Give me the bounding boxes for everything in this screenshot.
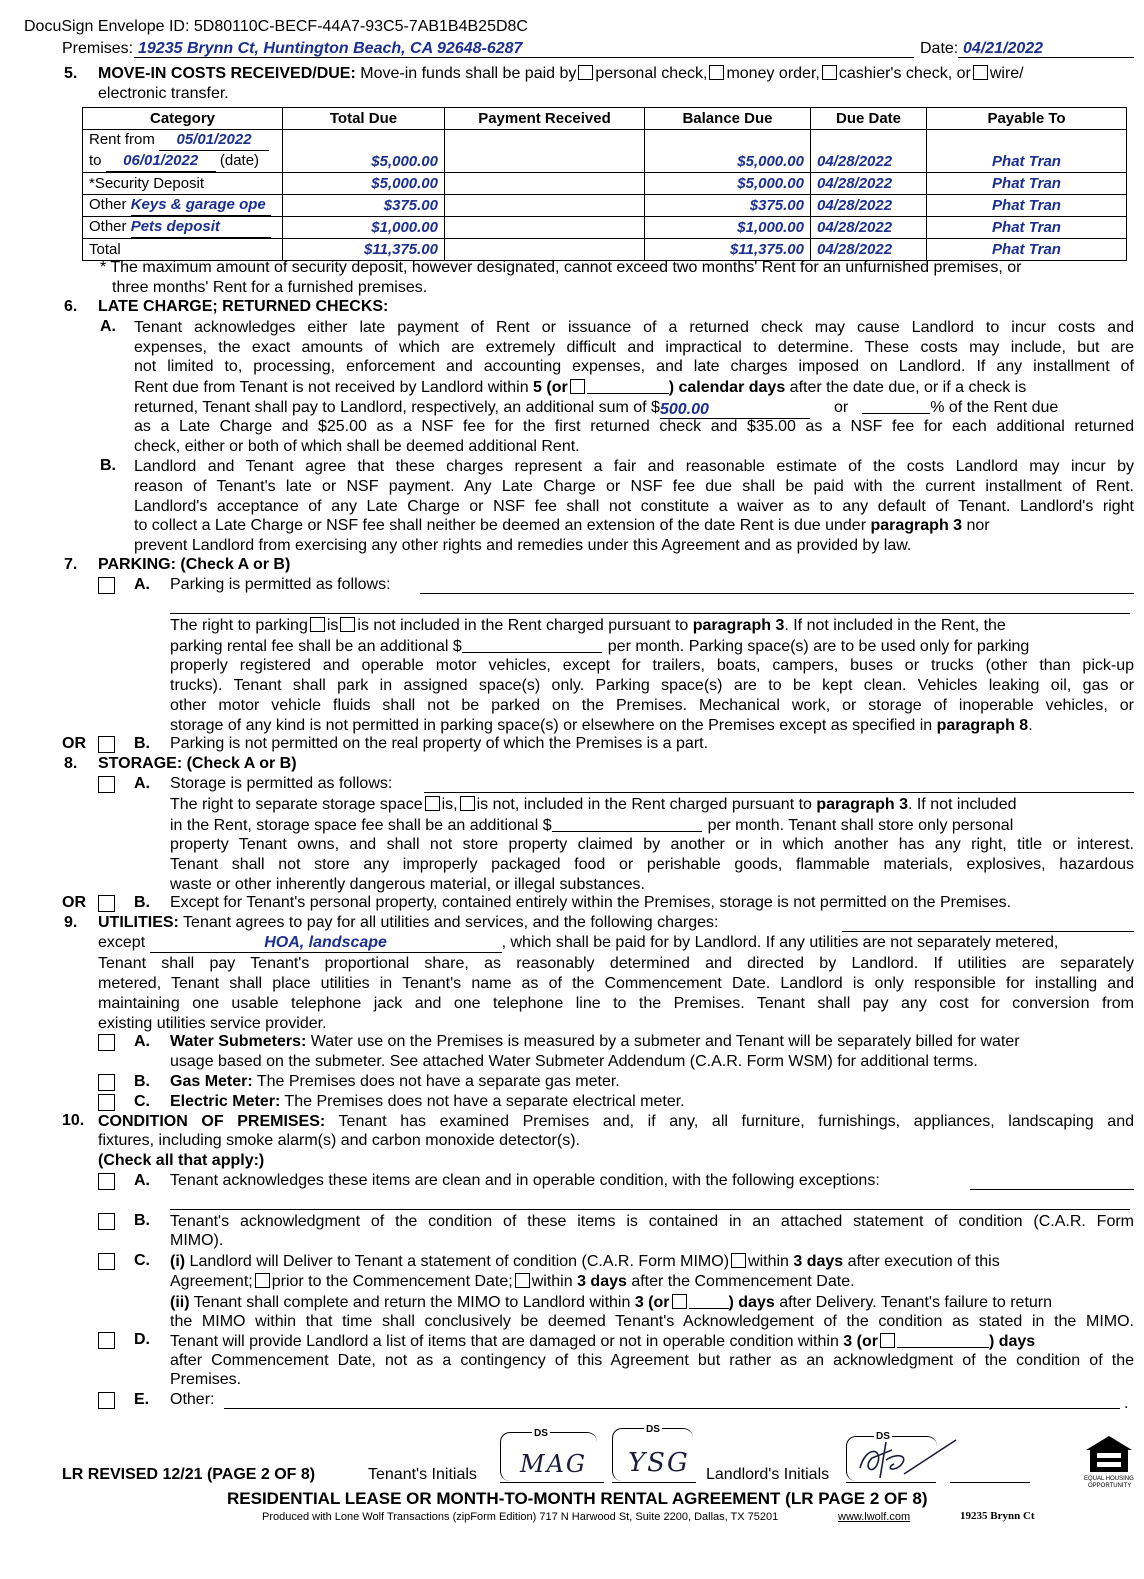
late-charge-amount[interactable]: 500.00: [660, 400, 810, 419]
s8-or: OR: [62, 894, 86, 911]
s7-p6-post: .: [1028, 717, 1033, 734]
s7-p6-pre: storage of any kind is not permitted in parking space(s) or elsewhere on the Premises except as specified in: [170, 717, 937, 734]
table-row: [83, 217, 1127, 239]
s9-a-text: Water use on the Premises is measured by a submeter and Tenant will be separately billed for water: [306, 1033, 1020, 1050]
s10-c-l3-post: after Delivery. Tenant's failure to return: [774, 1294, 1053, 1311]
other2-due-date[interactable]: 04/28/2022: [811, 217, 927, 239]
s6-a-line4-pre: Rent due from Tenant is not received by Landlord within: [134, 379, 534, 396]
s7-b-label: B.: [134, 735, 150, 752]
total-payment-received[interactable]: [445, 239, 645, 261]
money-order-label: money order,: [726, 65, 820, 82]
storage-a-checkbox[interactable]: [98, 776, 115, 793]
s6-b-line4: [134, 516, 990, 536]
late-days-checkbox[interactable]: [570, 379, 585, 394]
s9-line6: existing utilities service provider.: [98, 1015, 327, 1032]
s9-b-label: B.: [134, 1073, 150, 1090]
c-i-label: (i): [170, 1253, 186, 1270]
wire-transfer-checkbox[interactable]: [973, 65, 988, 80]
s8-a-label: A.: [134, 775, 150, 792]
s10-line1: [98, 1112, 1134, 1132]
table-row: [83, 151, 1127, 173]
mimo-prior-commencement-checkbox[interactable]: [255, 1273, 270, 1288]
s7-p1: [170, 616, 1006, 636]
ds-label-2: DS: [646, 1424, 660, 1435]
other1-balance-due[interactable]: $375.00: [645, 195, 811, 217]
s9-a-line1: [170, 1033, 1020, 1051]
rent-to-label: to: [89, 152, 102, 169]
tenant-initial-line-2: [612, 1482, 696, 1483]
s7-a-label: A.: [134, 576, 150, 593]
security-deposit-label: *Security Deposit: [83, 173, 283, 195]
date-underline: [958, 57, 1134, 58]
water-submeter-checkbox[interactable]: [98, 1034, 115, 1051]
table-cell: [811, 130, 927, 152]
date-label: Date:: [920, 40, 959, 57]
landlord-initial-line-2: [950, 1482, 1030, 1483]
form-title: RESIDENTIAL LEASE OR MONTH-TO-MONTH RENTAL AGREEMENT (LR PAGE 2 OF 8): [227, 1489, 928, 1508]
storage-is-not-checkbox[interactable]: [460, 796, 475, 811]
rent-to-suffix: (date): [219, 152, 260, 169]
s10-c-line3: [170, 1292, 1052, 1313]
s6-a-label: A.: [100, 318, 116, 335]
s6-a-line5-pre: returned, Tenant shall pay to Landlord, respectively, an additional sum of $: [134, 399, 660, 416]
s10-c-line4: the MIMO within that time shall conclusively be deemed Tenant's Acknowledgement of the condition as stated in the MIMO.: [170, 1313, 1134, 1330]
s10-c-l1-opt: within: [748, 1253, 794, 1270]
s7-p1-pre: The right to parking: [170, 617, 308, 634]
condition-exceptions-field-2[interactable]: [170, 1209, 1130, 1210]
total-payable-to[interactable]: Phat Tran: [927, 239, 1127, 261]
s9-b-line: [170, 1073, 620, 1091]
other1-total-due[interactable]: $375.00: [283, 195, 445, 217]
s6-title: LATE CHARGE; RETURNED CHECKS:: [98, 298, 389, 315]
ds-label-1: DS: [534, 1428, 548, 1439]
s5-note1: * The maximum amount of security deposit, however designated, cannot exceed two months' Rent for an unfurnished premises, or: [100, 259, 1022, 276]
s8-paragraph-ref: paragraph 3: [816, 796, 908, 813]
s10-c-label: C.: [134, 1252, 150, 1269]
s5-title: MOVE-IN COSTS RECEIVED/DUE:: [98, 65, 356, 82]
col-payable-to: Payable To: [927, 108, 1127, 130]
rent-from-value[interactable]: 05/01/2022: [159, 130, 269, 151]
s7-p4: trucks). Tenant shall park in assigned space(s) only. Parking space(s) are to be kept clean. Vehicles leaking oil, gas or: [170, 677, 1134, 694]
s9-title: UTILITIES:: [98, 914, 179, 931]
security-due-date[interactable]: 04/28/2022: [811, 173, 927, 195]
parking-is-not-checkbox[interactable]: [340, 617, 355, 632]
other2-total-due[interactable]: $1,000.00: [283, 217, 445, 239]
other2-payable-to[interactable]: Phat Tran: [927, 217, 1127, 239]
s6-a-line6: as a Late Charge and $25.00 as a NSF fee for the first returned check and $35.00 as a NSF fee for each additional returned: [134, 418, 1134, 435]
s7-p1-mid: is not included in the Rent charged pursuant to: [357, 617, 693, 634]
parking-fee-field[interactable]: [462, 636, 602, 653]
mimo-return-days-field[interactable]: [689, 1292, 729, 1309]
utilities-except-value[interactable]: HOA, landscape: [150, 934, 502, 953]
water-submeter-title: Water Submeters:: [170, 1033, 307, 1050]
cashiers-check-label: cashier's check, or: [838, 65, 971, 82]
damage-list-days-checkbox[interactable]: [880, 1333, 895, 1348]
s9-a-label: A.: [134, 1033, 150, 1050]
table-cell: [445, 130, 645, 152]
tenant-initial-2: YSG: [628, 1448, 690, 1478]
s9-line5: maintaining one usable telephone jack and one telephone line to the Premises. Tenant shall pay any cost for conversion from: [98, 995, 1134, 1012]
s6-a-line2: expenses, the exact amounts of which are extremely difficult and impractical to determine. These costs may include, but are: [134, 339, 1134, 356]
s9-line2-post: , which shall be paid for by Landlord. If any utilities are not separately metered,: [501, 934, 1059, 951]
s7-paragraph-ref: paragraph 3: [692, 617, 785, 634]
other2-payment-received[interactable]: [445, 217, 645, 239]
parking-a-checkbox[interactable]: [98, 577, 115, 594]
s8-p1-pre: The right to separate storage space: [170, 796, 423, 813]
s10-c-l1-post: after execution of this: [843, 1253, 1000, 1270]
col-balance-due: Balance Due: [645, 108, 811, 130]
parking-terms-field-2[interactable]: [170, 613, 1130, 614]
table-cell: [283, 130, 445, 152]
ds-label-3: DS: [876, 1431, 890, 1442]
table-row: [83, 195, 1127, 217]
condition-d-checkbox[interactable]: [98, 1332, 115, 1349]
gas-meter-checkbox[interactable]: [98, 1074, 115, 1091]
col-payment-received: Payment Received: [445, 108, 645, 130]
mimo-within-execution-checkbox[interactable]: [731, 1253, 746, 1268]
s8-p1-post: . If not included: [907, 796, 1017, 813]
s8-p1: [170, 795, 1016, 815]
s7-p2-pre: parking rental fee shall be an additional $: [170, 638, 462, 655]
other1-due-date[interactable]: 04/28/2022: [811, 195, 927, 217]
storage-fee-field[interactable]: [552, 815, 702, 832]
s6-number: 6.: [64, 298, 78, 315]
s7-or: OR: [62, 735, 86, 752]
col-due-date: Due Date: [811, 108, 927, 130]
revision-label: LR REVISED 12/21 (PAGE 2 OF 8): [62, 1466, 316, 1483]
s10-c-l2-opt2: within: [531, 1273, 578, 1290]
move-in-costs-table: [82, 107, 1127, 261]
storage-is-checkbox[interactable]: [425, 796, 440, 811]
other2-value[interactable]: Pets deposit: [131, 217, 271, 238]
s8-p4: Tenant shall not store any improperly packaged food or perishable goods, flammable materials, explosives, hazardous: [170, 856, 1134, 873]
s10-line1-text: Tenant has examined Premises and, if any, all furniture, furnishings, appliances, landscaping and: [325, 1113, 1134, 1130]
s10-a-text: Tenant acknowledges these items are clean and in operable condition, with the following exceptions:: [170, 1172, 880, 1189]
security-payment-received[interactable]: [445, 173, 645, 195]
s9-c-text: The Premises does not have a separate electrical meter.: [280, 1093, 685, 1110]
storage-is-label: is,: [441, 796, 458, 813]
table-cell: [927, 130, 1127, 152]
s10-d-line1: [170, 1331, 1035, 1352]
s10-b-text: Tenant's acknowledgment of the condition of these items is contained in an attached statement of condition (C.A.R. Form: [170, 1213, 1134, 1230]
s6-b-line4-post: nor: [962, 517, 990, 534]
s6-b-line1: Landlord and Tenant agree that these charges represent a fair and reasonable estimate of the costs Landlord may incur by: [134, 458, 1134, 475]
date-value[interactable]: 04/21/2022: [963, 40, 1044, 57]
s7-p1-post: . If not included in the Rent, the: [784, 617, 1006, 634]
s6-b-line2: reason of Tenant's late or NSF payment. Any Late Charge or NSF fee due shall be paid with the current installment of Rent.: [134, 478, 1134, 495]
total-label: Total: [83, 239, 283, 261]
other2-label: Other: [89, 218, 127, 235]
s8-p2-pre: in the Rent, storage space fee shall be an additional $: [170, 817, 552, 834]
s9-line2: [98, 934, 1058, 953]
table-cell: [645, 130, 811, 152]
s10-c-l3-days: 3 (or: [634, 1294, 670, 1311]
premises-underline: [134, 57, 914, 58]
condition-other-dot: .: [1124, 1395, 1129, 1412]
s7-p5: other motor vehicle fluids shall not be parked on the Premises. Mechanical work, or storage of inoperable vehicles, or: [170, 697, 1134, 714]
parking-is-label: is: [326, 617, 339, 634]
premises-value[interactable]: 19235 Brynn Ct, Huntington Beach, CA 92648-6287: [138, 40, 523, 57]
other1-payment-received[interactable]: [445, 195, 645, 217]
s10-c-l2-days: 3 days: [577, 1273, 627, 1290]
equal-housing-text-2: OPPORTUNITY: [1088, 1483, 1132, 1489]
s6-a-line4-post: after the date due, or if a check is: [785, 379, 1027, 396]
s9-number: 9.: [64, 914, 78, 931]
property-footer: 19235 Brynn Ct: [960, 1510, 1035, 1522]
s7-paragraph8-ref: paragraph 8: [936, 717, 1029, 734]
s5-line2: electronic transfer.: [98, 85, 229, 102]
s10-number: 10.: [62, 1112, 85, 1129]
s10-d-label: D.: [134, 1331, 150, 1348]
rent-due-date[interactable]: 04/28/2022: [811, 151, 927, 173]
personal-check-checkbox[interactable]: [578, 65, 593, 80]
wire-transfer-label: wire/: [989, 65, 1024, 82]
s7-number: 7.: [64, 556, 78, 573]
rent-payment-received[interactable]: [445, 151, 645, 173]
tenant-initials-label: Tenant's Initials: [368, 1466, 477, 1483]
s6-a-line3: not limited to, processing, enforcement and accounting expenses, and late charges imposed on Landlord. If any installment of: [134, 358, 1134, 375]
s5-number: 5.: [64, 65, 78, 82]
s8-p1-mid: is not, included in the Rent charged pursuant to: [476, 796, 817, 813]
s10-d-line2: after Commencement Date, not as a contingency of this Agreement but rather as an acknowledgment of the condition of the: [170, 1352, 1134, 1369]
tenant-initial-line-1: [500, 1482, 604, 1483]
s10-c-l2-pre: Agreement;: [170, 1273, 253, 1290]
parking-is-checkbox[interactable]: [310, 617, 325, 632]
s10-c-l3-close: ) days: [728, 1294, 775, 1311]
security-total-due[interactable]: $5,000.00: [283, 173, 445, 195]
s7-p6: [170, 716, 1033, 736]
total-balance-due[interactable]: $11,375.00: [645, 239, 811, 261]
s6-or: or: [833, 399, 849, 416]
s10-title: CONDITION OF PREMISES:: [98, 1113, 326, 1130]
s7-p3: properly registered and operable motor vehicles, except for trailers, boats, campers, buses or trucks (other than pick-up: [170, 657, 1134, 674]
s7-a-text: Parking is permitted as follows:: [170, 576, 391, 593]
s10-e-label: E.: [134, 1391, 150, 1408]
s6-b-paragraph-ref: paragraph 3: [870, 517, 963, 534]
equal-housing-text-1: EQUAL HOUSING: [1084, 1476, 1134, 1482]
s6-b-label: B.: [100, 457, 116, 474]
s8-p5: waste or other inherently dangerous material, or illegal substances.: [170, 876, 645, 893]
s6-a-line4: [134, 377, 1026, 398]
s9-a-line2: usage based on the submeter. See attached Water Submeter Addendum (C.A.R. Form WSM) for additional terms.: [170, 1053, 978, 1070]
parking-b-checkbox[interactable]: [98, 736, 115, 753]
s6-a-line5: [134, 397, 1058, 419]
produced-by: Produced with Lone Wolf Transactions (zipForm Edition) 717 N Harwood St, Suite 2200, Dallas, TX 75201: [262, 1511, 779, 1523]
condition-a-checkbox[interactable]: [98, 1173, 115, 1190]
other1-cell: [83, 195, 283, 217]
s10-d-line3: Premises.: [170, 1371, 242, 1388]
damage-list-days-field[interactable]: [897, 1331, 989, 1348]
condition-b-checkbox[interactable]: [98, 1213, 115, 1230]
s8-p2-post: per month. Tenant shall store only personal: [707, 817, 1014, 834]
premises-label: Premises:: [62, 40, 134, 57]
s10-c-l1-days: 3 days: [793, 1253, 844, 1270]
parking-terms-field-1[interactable]: [420, 593, 1134, 594]
rent-from-label: Rent from: [89, 131, 155, 148]
table-row: [83, 173, 1127, 195]
s6-a-line1: Tenant acknowledges either late payment of Rent or issuance of a returned check may cause Landlord to incur costs and: [134, 319, 1134, 336]
other2-balance-due[interactable]: $1,000.00: [645, 217, 811, 239]
c-ii-label: (ii): [170, 1294, 190, 1311]
s8-p3: property Tenant owns, and shall not store property claimed by another or in which another has any right, title or interest.: [170, 836, 1134, 853]
s9-line3: Tenant shall pay Tenant's proportional share, as reasonably determined and directed by Landlord. If utilities are separately: [98, 955, 1134, 972]
col-total-due: Total Due: [283, 108, 445, 130]
s8-title: STORAGE: (Check A or B): [98, 755, 297, 772]
total-due-date[interactable]: 04/28/2022: [811, 239, 927, 261]
s9-line1: [98, 914, 718, 932]
s6-a-line5-post: % of the Rent due: [930, 399, 1059, 416]
security-payable-to[interactable]: Phat Tran: [927, 173, 1127, 195]
s10-c-l1-text: Landlord will Deliver to Tenant a statement of condition (C.A.R. Form MIMO): [185, 1253, 730, 1270]
gas-meter-title: Gas Meter:: [170, 1073, 253, 1090]
rent-payable-to[interactable]: Phat Tran: [927, 151, 1127, 173]
s10-d-close: ) days: [988, 1333, 1036, 1350]
s9-line4: metered, Tenant shall place utilities in Tenant's name as of the Commencement Date. Landlord is only responsible for installing and: [98, 975, 1134, 992]
condition-other-field[interactable]: [224, 1408, 1120, 1409]
table-row: [83, 130, 1127, 152]
s10-b-label: B.: [134, 1212, 150, 1229]
s9-c-line: [170, 1093, 685, 1111]
other2-cell: [83, 217, 283, 239]
s6-a-line7: check, either or both of which shall be deemed additional Rent.: [134, 438, 580, 455]
electric-meter-title: Electric Meter:: [170, 1093, 281, 1110]
s7-p2: [170, 636, 1029, 657]
s10-c-l2-post: after the Commencement Date.: [626, 1273, 855, 1290]
s10-b-line2: MIMO).: [170, 1232, 224, 1249]
s10-a-label: A.: [134, 1172, 150, 1189]
rent-to-cell: [83, 151, 283, 173]
s6-b-line3: Landlord's acceptance of any Late Charge or NSF fee shall not constitute a waiver as to any default of Tenant. Landlord's right: [134, 498, 1134, 515]
lwolf-link[interactable]: www.lwolf.com: [838, 1511, 911, 1523]
money-order-checkbox[interactable]: [709, 65, 724, 80]
rent-to-value[interactable]: 06/01/2022: [106, 151, 216, 172]
storage-b-checkbox[interactable]: [98, 895, 115, 912]
security-balance-due[interactable]: $5,000.00: [645, 173, 811, 195]
condition-exceptions-field-1[interactable]: [970, 1189, 1134, 1190]
cashiers-check-checkbox[interactable]: [822, 65, 837, 80]
landlord-initial-line: [846, 1482, 936, 1483]
s10-c-l3-text: Tenant shall complete and return the MIMO to Landlord within: [189, 1294, 635, 1311]
late-days-default: 5 (or: [533, 379, 568, 396]
s8-b-label: B.: [134, 894, 150, 911]
s10-e-text: Other:: [170, 1391, 215, 1408]
s8-p2: [170, 815, 1013, 836]
s5-note2: three months' Rent for a furnished premises.: [112, 279, 428, 296]
s9-b-text: The Premises does not have a separate gas meter.: [252, 1073, 620, 1090]
table-row: [83, 239, 1127, 261]
s9-except-label: except: [98, 934, 146, 951]
rent-balance-due[interactable]: $5,000.00: [645, 151, 811, 173]
s8-a-text: Storage is permitted as follows:: [170, 775, 393, 792]
envelope-id: DocuSign Envelope ID: 5D80110C-BECF-44A7-93C5-7AB1B4B25D8C: [24, 18, 528, 35]
late-days-field[interactable]: [587, 377, 669, 394]
rent-from-cell: [83, 130, 283, 152]
check-all-label: (Check all that apply:): [98, 1152, 265, 1169]
s10-line2: fixtures, including smoke alarm(s) and carbon monoxide detector(s).: [98, 1132, 580, 1149]
late-charge-percent-field[interactable]: [862, 397, 930, 414]
s7-title: PARKING: (Check A or B): [98, 556, 291, 573]
storage-terms-field[interactable]: [424, 792, 1134, 793]
other1-payable-to[interactable]: Phat Tran: [927, 195, 1127, 217]
s5-line1: [98, 65, 1024, 83]
s10-c-line1: [170, 1252, 1000, 1272]
other1-label: Other: [89, 196, 127, 213]
s10-d-days: 3 (or: [843, 1333, 878, 1350]
total-total-due[interactable]: $11,375.00: [283, 239, 445, 261]
s5-line1-text: Move-in funds shall be paid by: [355, 65, 577, 82]
personal-check-label: personal check,: [595, 65, 708, 82]
s9-c-label: C.: [134, 1093, 150, 1110]
mimo-return-days-checkbox[interactable]: [672, 1294, 687, 1309]
s10-d-text: Tenant will provide Landlord a list of items that are damaged or not in operable condition within: [170, 1333, 844, 1350]
col-category: Category: [83, 108, 283, 130]
s6-b-line5: prevent Landlord from exercising any other rights and remedies under this Agreement and as provided by law.: [134, 537, 912, 554]
s10-c-line2: [170, 1272, 855, 1292]
mimo-within-commencement-checkbox[interactable]: [515, 1273, 530, 1288]
s8-number: 8.: [64, 755, 78, 772]
tenant-initial-1: MAG: [520, 1450, 588, 1478]
utilities-charges-field[interactable]: [842, 931, 1134, 932]
s9-line1-text: Tenant agrees to pay for all utilities and services, and the following charges:: [178, 914, 719, 931]
table-header-row: [83, 108, 1127, 130]
landlord-initials-label: Landlord's Initials: [706, 1466, 830, 1483]
electric-meter-checkbox[interactable]: [98, 1094, 115, 1111]
condition-e-checkbox[interactable]: [98, 1392, 115, 1409]
s10-c-l2-opt1: prior to the Commencement Date;: [271, 1273, 513, 1290]
equal-housing-icon: [1084, 1434, 1134, 1474]
s8-b-text: Except for Tenant's personal property, contained entirely within the Premises, storage is not permitted on the Premises.: [170, 894, 1012, 911]
calendar-days-label: ) calendar days: [668, 379, 786, 396]
landlord-initial-signature: [852, 1438, 962, 1484]
s7-p2-post: per month. Parking space(s) are to be used only for parking: [607, 638, 1030, 655]
condition-c-checkbox[interactable]: [98, 1253, 115, 1270]
other1-value[interactable]: Keys & garage ope: [131, 195, 271, 216]
rent-total-due[interactable]: $5,000.00: [283, 151, 445, 173]
s6-b-line4-pre: to collect a Late Charge or NSF fee shall neither be deemed an extension of the date Rent is due under: [134, 517, 871, 534]
s7-b-text: Parking is not permitted on the real property of which the Premises is a part.: [170, 735, 709, 752]
